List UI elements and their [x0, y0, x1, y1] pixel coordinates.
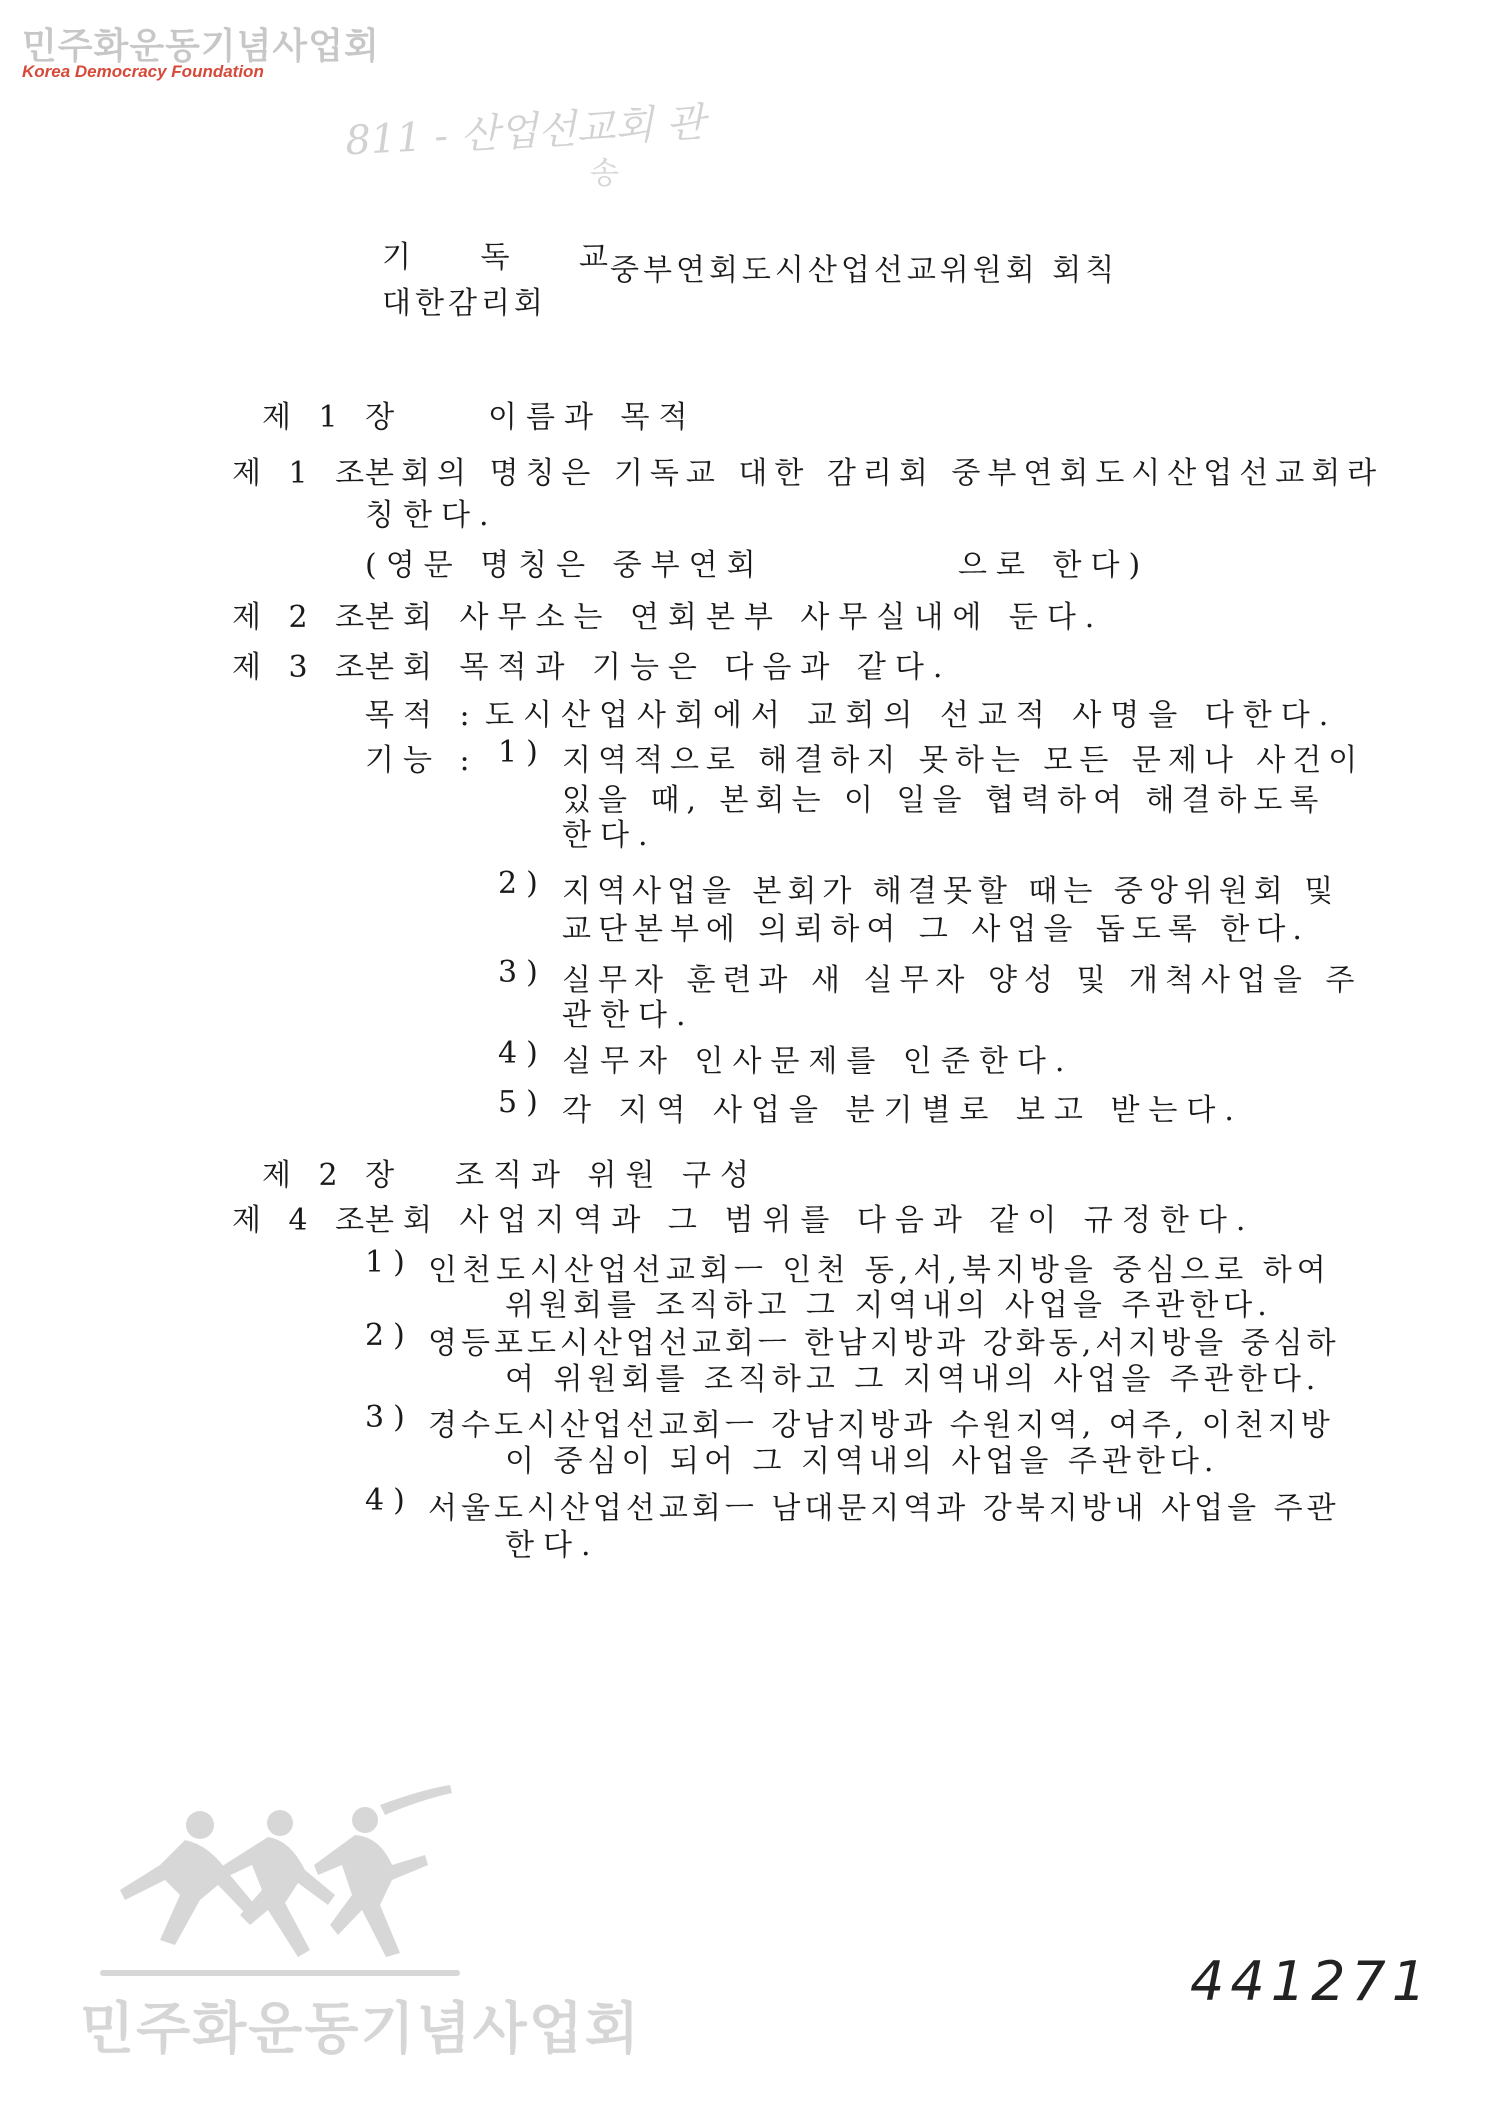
- document-title: 중부연회도시산업선교위원회 회칙: [610, 253, 1119, 288]
- article-2-label: 제 2 조: [232, 600, 374, 635]
- article-4-intro: 본회 사업지역과 그 범위를 다음과 같이 규정한다.: [365, 1203, 1255, 1238]
- function-item-3-line: 관한다.: [562, 998, 695, 1033]
- function-item-3-number: 3): [498, 955, 547, 990]
- article-1-line1: 본회의 명칭은 기독교 대한 감리회 중부연회도시산업선교회라: [365, 456, 1384, 491]
- region-item-3-line: 이 중심이 되어 그 지역내의 사업을 주관한다.: [505, 1444, 1219, 1479]
- region-item-1-number: 1): [365, 1245, 414, 1280]
- purpose-text: 도시산업사회에서 교회의 선교적 사명을 다한다.: [485, 698, 1338, 733]
- article-1-english-name-suffix: 으로 한다): [958, 548, 1150, 583]
- region-item-2-line: 영등포도시산업선교회ㅡ 한남지방과 강화동,서지방을 중심하: [428, 1326, 1340, 1361]
- article-3-intro: 본회 목적과 기능은 다음과 같다.: [365, 650, 952, 685]
- region-item-2-line: 여 위원회를 조직하고 그 지역내의 사업을 주관한다.: [505, 1362, 1321, 1397]
- region-item-1-line: 인천도시산업선교회ㅡ 인천 동,서,북지방을 중심으로 하여: [428, 1253, 1331, 1288]
- purpose-label: 목적 :: [365, 698, 479, 733]
- foundation-watermark-korean: 민주화운동기념사업회: [22, 26, 380, 67]
- function-item-4-line: 실무자 인사문제를 인준한다.: [562, 1044, 1074, 1079]
- function-item-1-line: 한다.: [562, 818, 657, 853]
- function-item-5-line: 각 지역 사업을 분기별로 보고 받는다.: [562, 1093, 1243, 1128]
- article-1-english-name-prefix: (영문 명칭은 중부연회: [365, 548, 765, 583]
- foundation-watermark-english: Korea Democracy Foundation: [22, 62, 264, 81]
- article-1-label: 제 1 조: [232, 456, 374, 491]
- chapter-2-label: 제 2 장: [262, 1158, 404, 1193]
- article-2-text: 본회 사무소는 연회본부 사무실내에 둔다.: [365, 600, 1104, 635]
- function-item-2-number: 2): [498, 866, 547, 901]
- chapter-1-label: 제 1 장: [262, 400, 404, 435]
- function-label: 기능 :: [365, 743, 479, 778]
- region-item-4-line: 서울도시산업선교회ㅡ 남대문지역과 강북지방내 사업을 주관: [428, 1491, 1340, 1526]
- handwritten-note: 811 - 산업선교회 관: [344, 99, 706, 165]
- function-item-1-line: 있을 때, 본회는 이 일을 협력하여 해결하도록: [562, 783, 1326, 818]
- function-item-1-line: 지역적으로 해결하지 못하는 모든 문제나 사건이: [562, 743, 1365, 778]
- function-item-2-line: 지역사업을 본회가 해결못할 때는 중앙위원회 및: [562, 874, 1340, 909]
- region-item-3-number: 3): [365, 1400, 414, 1435]
- org-name-line2: 대한감리회: [382, 286, 547, 321]
- function-item-5-number: 5): [498, 1085, 547, 1120]
- document-number: 441271: [1190, 1950, 1433, 2013]
- article-4-label: 제 4 조: [232, 1203, 374, 1238]
- article-1-line2: 칭한다.: [365, 498, 498, 533]
- function-item-1-number: 1): [498, 735, 547, 770]
- region-item-4-line: 한다.: [505, 1528, 600, 1563]
- function-item-2-line: 교단본부에 의뢰하여 그 사업을 돕도록 한다.: [562, 912, 1309, 947]
- foundation-watermark-bottom: 민주화운동기념사업회: [80, 1997, 641, 2062]
- function-item-3-line: 실무자 훈련과 새 실무자 양성 및 개척사업을 주: [562, 963, 1362, 998]
- region-item-4-number: 4): [365, 1483, 414, 1518]
- chapter-2-title: 조직과 위원 구성: [455, 1158, 758, 1193]
- org-name-line1: 기 독 교: [382, 240, 639, 275]
- chapter-1-title: 이름과 목적: [488, 400, 697, 435]
- region-item-1-line: 위원회를 조직하고 그 지역내의 사업을 주관한다.: [505, 1288, 1272, 1323]
- handwritten-note-mark: 송: [590, 156, 619, 191]
- region-item-3-line: 경수도시산업선교회ㅡ 강남지방과 수원지역, 여주, 이천지방: [428, 1408, 1334, 1443]
- region-item-2-number: 2): [365, 1318, 414, 1353]
- foundation-logo-watermark: [80, 1785, 480, 1985]
- function-item-4-number: 4): [498, 1036, 547, 1071]
- article-3-label: 제 3 조: [232, 650, 374, 685]
